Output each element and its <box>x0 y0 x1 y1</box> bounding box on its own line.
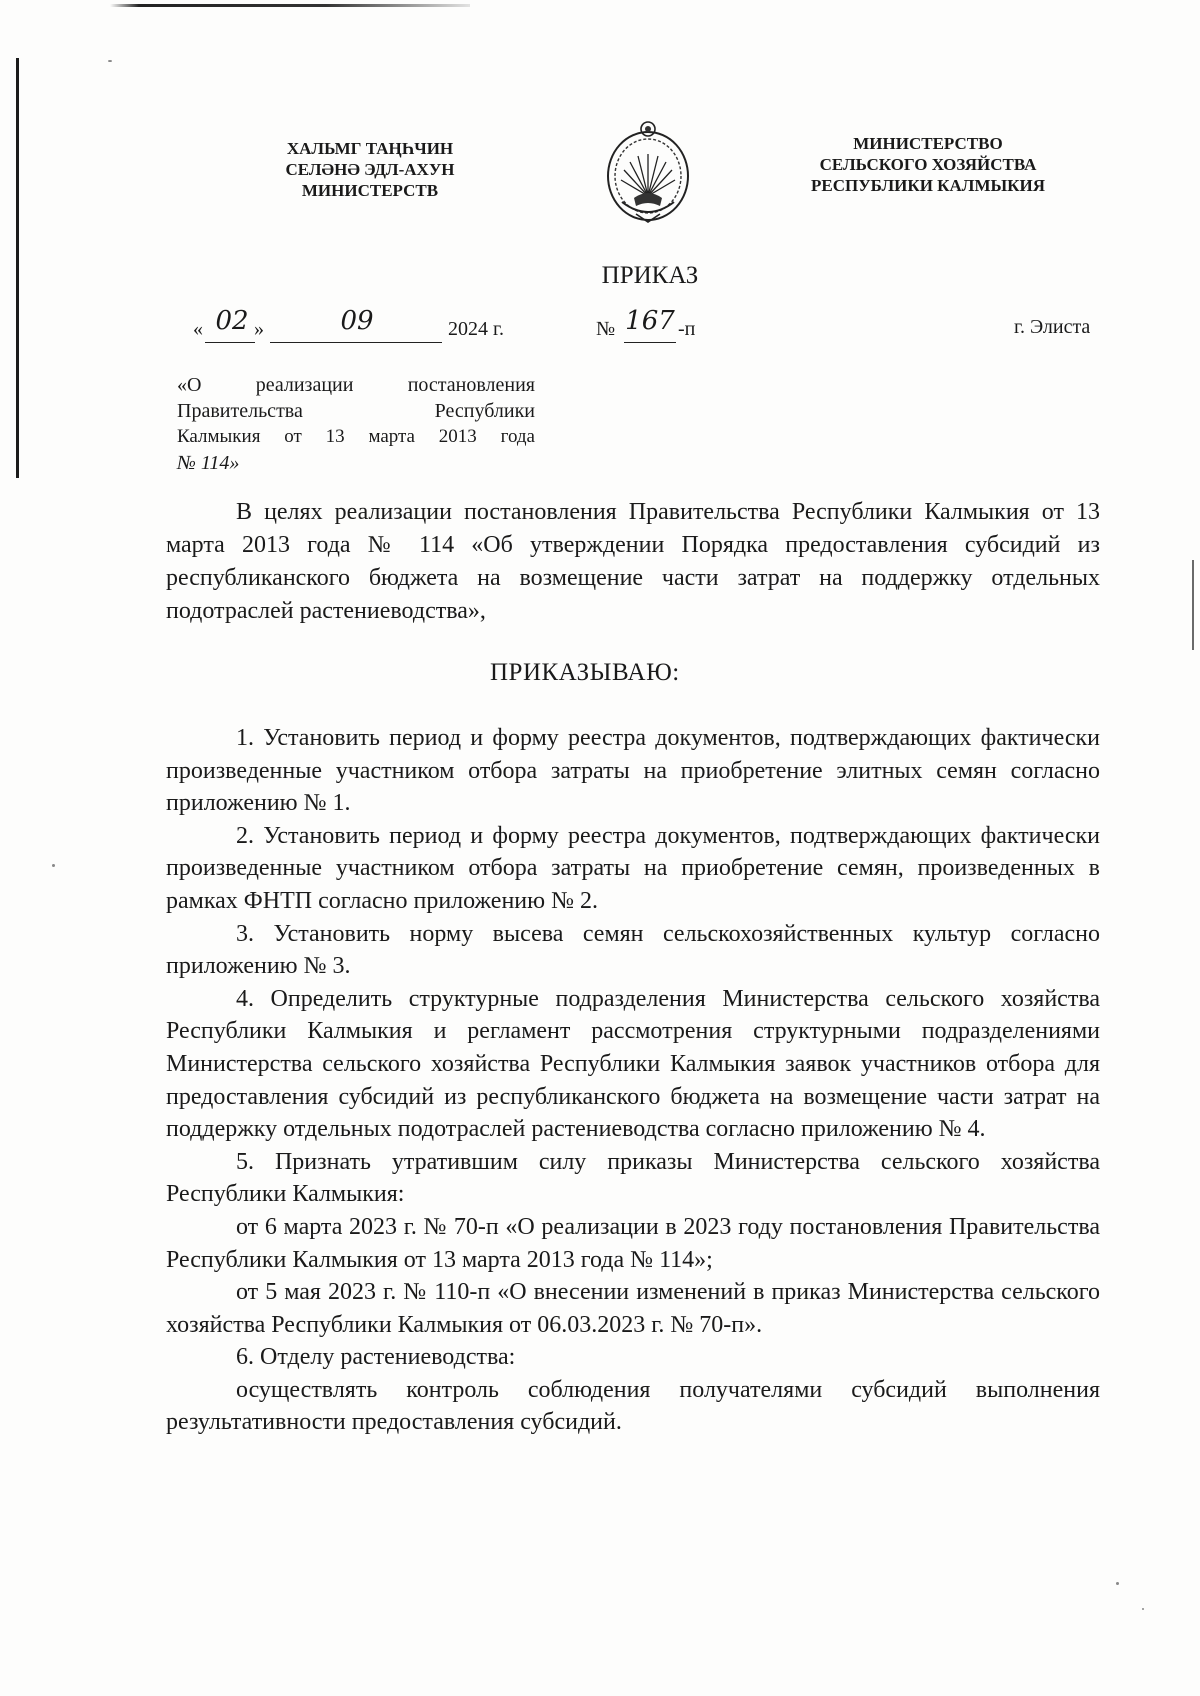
header-russian <box>768 133 1088 196</box>
scan-speck <box>52 864 55 867</box>
header-russian-line-1: МИНИСТЕРСТВО <box>853 134 1003 153</box>
date-quote-close: » <box>254 318 264 340</box>
orders-heading: ПРИКАЗЫВАЮ: <box>490 659 680 686</box>
scan-artifact-left <box>16 58 19 478</box>
order-item-5: 5. Признать утратившим силу приказы Министерства сельского хозяйства Республики Калмыкия: <box>166 1148 1100 1208</box>
order-number-underline <box>624 342 676 343</box>
scan-speck <box>108 60 112 62</box>
header-russian-line-3: РЕСПУБЛИКИ КАЛМЫКИЯ <box>810 176 1046 195</box>
order-number-prefix: № <box>596 318 616 340</box>
order-item-1: 1. Установить период и форму реестра документов, подтверждающих фактически произведенные участником отбора затраты на приобретение элитных семян согласно приложению № 1. <box>166 725 1100 817</box>
document-title: ПРИКАЗ <box>601 262 699 289</box>
date-quote-open: « <box>193 318 203 340</box>
order-item-5a: от 6 марта 2023 г. № 70-п «О реализации в 2023 году постановления Правительства Республики Калмыкия от 13 марта 2013 года № 114»; <box>166 1213 1100 1273</box>
date-month-handwritten: 09 <box>340 306 374 336</box>
date-day-underline <box>205 342 255 343</box>
header-kalmyk-line-3: МИНИСТЕРСТВ <box>301 181 439 200</box>
order-item-6: 6. Отделу растениеводства: <box>236 1344 516 1371</box>
header-kalmyk-line-2: СЕЛӘНӘ ЭДЛ-АХУН <box>285 160 455 179</box>
date-year: 2024 г. <box>448 318 504 340</box>
subject-line-3: Калмыкия от 13 марта 2013 года <box>177 426 535 447</box>
order-number-suffix: -п <box>678 318 696 340</box>
header-kalmyk <box>245 138 495 201</box>
header-russian-line-2: СЕЛЬСКОГО ХОЗЯЙСТВА <box>819 155 1037 174</box>
coat-of-arms-icon <box>600 118 696 228</box>
order-subject <box>177 372 535 476</box>
order-item-6a: осуществлять контроль соблюдения получателями субсидий выполнения результативности предоставления субсидий. <box>166 1376 1100 1436</box>
subject-line-4: № 114» <box>177 452 240 474</box>
header-kalmyk-line-1: ХАЛЬМГ ТАҢҺЧИН <box>286 139 454 158</box>
date-day-handwritten: 02 <box>215 306 249 336</box>
scan-artifact-top <box>110 4 470 7</box>
order-item-4: 4. Определить структурные подразделения Министерства сельского хозяйства Республики Калмыкия и регламент рассмотрения структурными подразделениями Министерства сельского хозяйства Республики Калмыкия заявок участников отбора для предоставления субсидий из республиканского бюджета на возмещение части затрат на поддержку отдельных подотраслей растениеводства согласно приложению № 4. <box>166 985 1100 1143</box>
scan-artifact-right <box>1192 560 1194 650</box>
subject-line-2: Правительства Республики <box>177 400 535 422</box>
date-month-underline <box>270 342 442 343</box>
order-items <box>166 722 1100 1439</box>
order-item-2: 2. Установить период и форму реестра документов, подтверждающих фактически произведенные участником отбора затраты на приобретение семян, произведенных в рамках ФНТП согласно приложению № 2. <box>166 822 1100 914</box>
preamble: В целях реализации постановления Правительства Республики Калмыкия от 13 марта 2013 года № 114 «Об утверждении Порядка предоставления субсидий из республиканского бюджета на возмещение части затрат на поддержку отдельных подотраслей растениеводства», <box>166 499 1100 624</box>
order-item-5b: от 5 мая 2023 г. № 110-п «О внесении изменений в приказ Министерства сельского хозяйства Республики Калмыкия от 06.03.2023 г. № 70-п». <box>166 1279 1100 1338</box>
city: г. Элиста <box>1014 316 1091 338</box>
order-number-handwritten: 167 <box>625 306 675 336</box>
subject-line-1: «О реализации постановления <box>177 374 535 396</box>
order-item-3: 3. Установить норму высева семян сельскохозяйственных культур согласно приложению № 3. <box>166 920 1100 980</box>
scan-speck <box>1142 1608 1144 1610</box>
scan-speck <box>1116 1582 1119 1585</box>
